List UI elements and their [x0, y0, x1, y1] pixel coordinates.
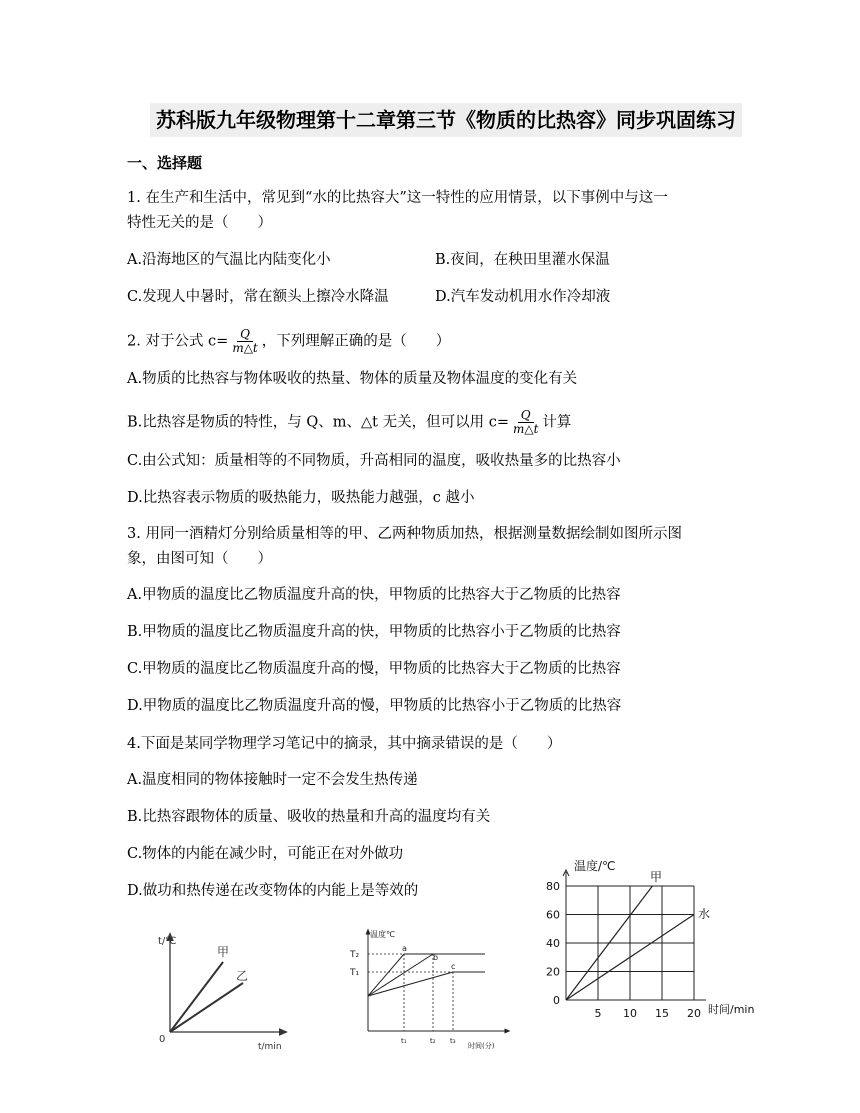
fig3-ytick-label: 40: [546, 937, 560, 950]
fig1-line-jia: [170, 962, 223, 1032]
fig2-line-a: [368, 954, 404, 996]
fig3-ytick-label: 60: [546, 908, 560, 922]
fig3-xtick-label: 10: [623, 1007, 637, 1020]
fig2-xlabel: 时间(分): [468, 1042, 495, 1050]
q3-option-b: B.甲物质的温度比乙物质温度升高的快，甲物质的比热容小于乙物质的比热容: [127, 624, 621, 640]
fig3-xtick-label: 15: [655, 1007, 669, 1020]
q4-option-d: D.做功和热传递在改变物体的内能上是等效的: [127, 883, 419, 899]
q1-stem-line2: 特性无关的是（ ）: [127, 215, 272, 231]
page-title: 苏科版九年级物理第十二章第三节《物质的比热容》同步巩固练习: [150, 103, 742, 137]
fig2-tick-t2: t₂: [430, 1037, 436, 1045]
q3-stem-line2: 象，由图可知（ ）: [127, 551, 272, 567]
fig1-xlabel: t/min: [258, 1042, 282, 1050]
fig1-line-yi: [170, 983, 243, 1032]
fig3-xlabel: 时间/min: [708, 1003, 755, 1016]
fig1-label-jia: 甲: [217, 945, 230, 959]
q4-stem: 4.下面是某同学物理学习笔记中的摘录，其中摘录错误的是（ ）: [127, 736, 562, 752]
q1-option-d: D.汽车发动机用水作冷却液: [435, 289, 611, 305]
fig2-line-c: [368, 972, 453, 996]
q3-stem-line1: 3. 用同一酒精灯分别给质量相等的甲、乙两种物质加热，根据测量数据绘制如图所示图: [127, 526, 682, 542]
fig2-ylabel: 温度℃: [370, 930, 395, 939]
fig2-point-b: b: [433, 953, 439, 962]
fig1-label-yi: 乙: [236, 969, 249, 983]
q2-stem: [127, 328, 450, 355]
q2-option-c: C.由公式知：质量相等的不同物质，升高相同的温度，吸收热量多的比热容小: [127, 453, 621, 469]
fig3-series-label-water: 水: [698, 907, 711, 921]
fig3-xtick-label: 20: [687, 1007, 701, 1020]
q2-option-b: [127, 409, 571, 436]
fraction-numerator: Q: [237, 328, 253, 342]
fig2-t2-label: T₂: [350, 950, 360, 960]
fig3-ytick-label: 20: [546, 965, 560, 979]
q4-option-b: B.比热容跟物体的质量、吸收的热量和升高的温度均有关: [127, 809, 491, 825]
fraction-numerator: Q: [518, 409, 534, 423]
q2-option-a: A.物质的比热容与物体吸收的热量、物体的质量及物体温度的变化有关: [127, 371, 578, 387]
fig3-ylabel: 温度/℃: [574, 859, 616, 873]
fig2-tick-t1: t₁: [401, 1037, 407, 1045]
fig2-point-c: c: [451, 962, 456, 971]
fig3-series-label-jia: 甲: [650, 870, 663, 884]
fig2-line-b: [368, 954, 433, 996]
figure-heating-curves-abc: [340, 925, 515, 1053]
q1-option-c: C.发现人中暑时，常在额头上擦冷水降温: [127, 289, 389, 305]
fig3-xtick-label: 5: [594, 1007, 602, 1020]
fig2-point-a: a: [402, 944, 407, 953]
q3-option-d: D.甲物质的温度比乙物质温度升高的慢，甲物质的比热容小于乙物质的比热容: [127, 698, 622, 714]
figure-temp-time-jia-yi: [150, 928, 295, 1050]
q1-option-a: A.沿海地区的气温比内陆变化小: [127, 252, 331, 268]
q1-option-b: B.夜间，在秧田里灌水保温: [435, 252, 610, 268]
fig2-t1-label: T₁: [350, 968, 360, 978]
section-heading: 一、选择题: [127, 154, 203, 172]
q1-stem-line1: 1. 在生产和生活中，常见到“水的比热容大”这一特性的应用情景，以下事例中与这一: [127, 190, 668, 206]
q2-option-b-pre: B.比热容是物质的特性，与 Q、m、△t 无关，但可以用 c=: [127, 414, 509, 431]
q3-option-a: A.甲物质的温度比乙物质温度升高的快，甲物质的比热容大于乙物质的比热容: [127, 587, 621, 603]
q2-option-d: D.比热容表示物质的吸热能力，吸热能力越强，c 越小: [127, 490, 475, 506]
q4-option-c: C.物体的内能在减少时，可能正在对外做功: [127, 846, 404, 862]
q2-stem-post: ，下列理解正确的是（ ）: [261, 333, 451, 350]
fraction-denominator: m△t: [512, 422, 539, 436]
q3-option-c: C.甲物质的温度比乙物质温度升高的慢，甲物质的比热容大于乙物质的比热容: [127, 661, 621, 677]
formula-fraction: [511, 409, 540, 436]
formula-fraction: [230, 328, 259, 355]
fig1-origin: 0: [159, 1034, 166, 1045]
fig1-ylabel: t/℃: [158, 936, 177, 947]
q4-option-a: A.温度相同的物体接触时一定不会发生热传递: [127, 772, 418, 788]
fig2-tick-t3: t₃: [450, 1037, 456, 1045]
fig3-ytick-label: 80: [546, 880, 560, 893]
fraction-denominator: m△t: [232, 341, 258, 355]
fig3-ytick-label: 0: [553, 994, 560, 1007]
q2-option-b-post: 计算: [542, 414, 572, 431]
figure-temp-time-grid-chart: [540, 855, 765, 1025]
q2-stem-pre: 2. 对于公式 c=: [127, 333, 229, 350]
